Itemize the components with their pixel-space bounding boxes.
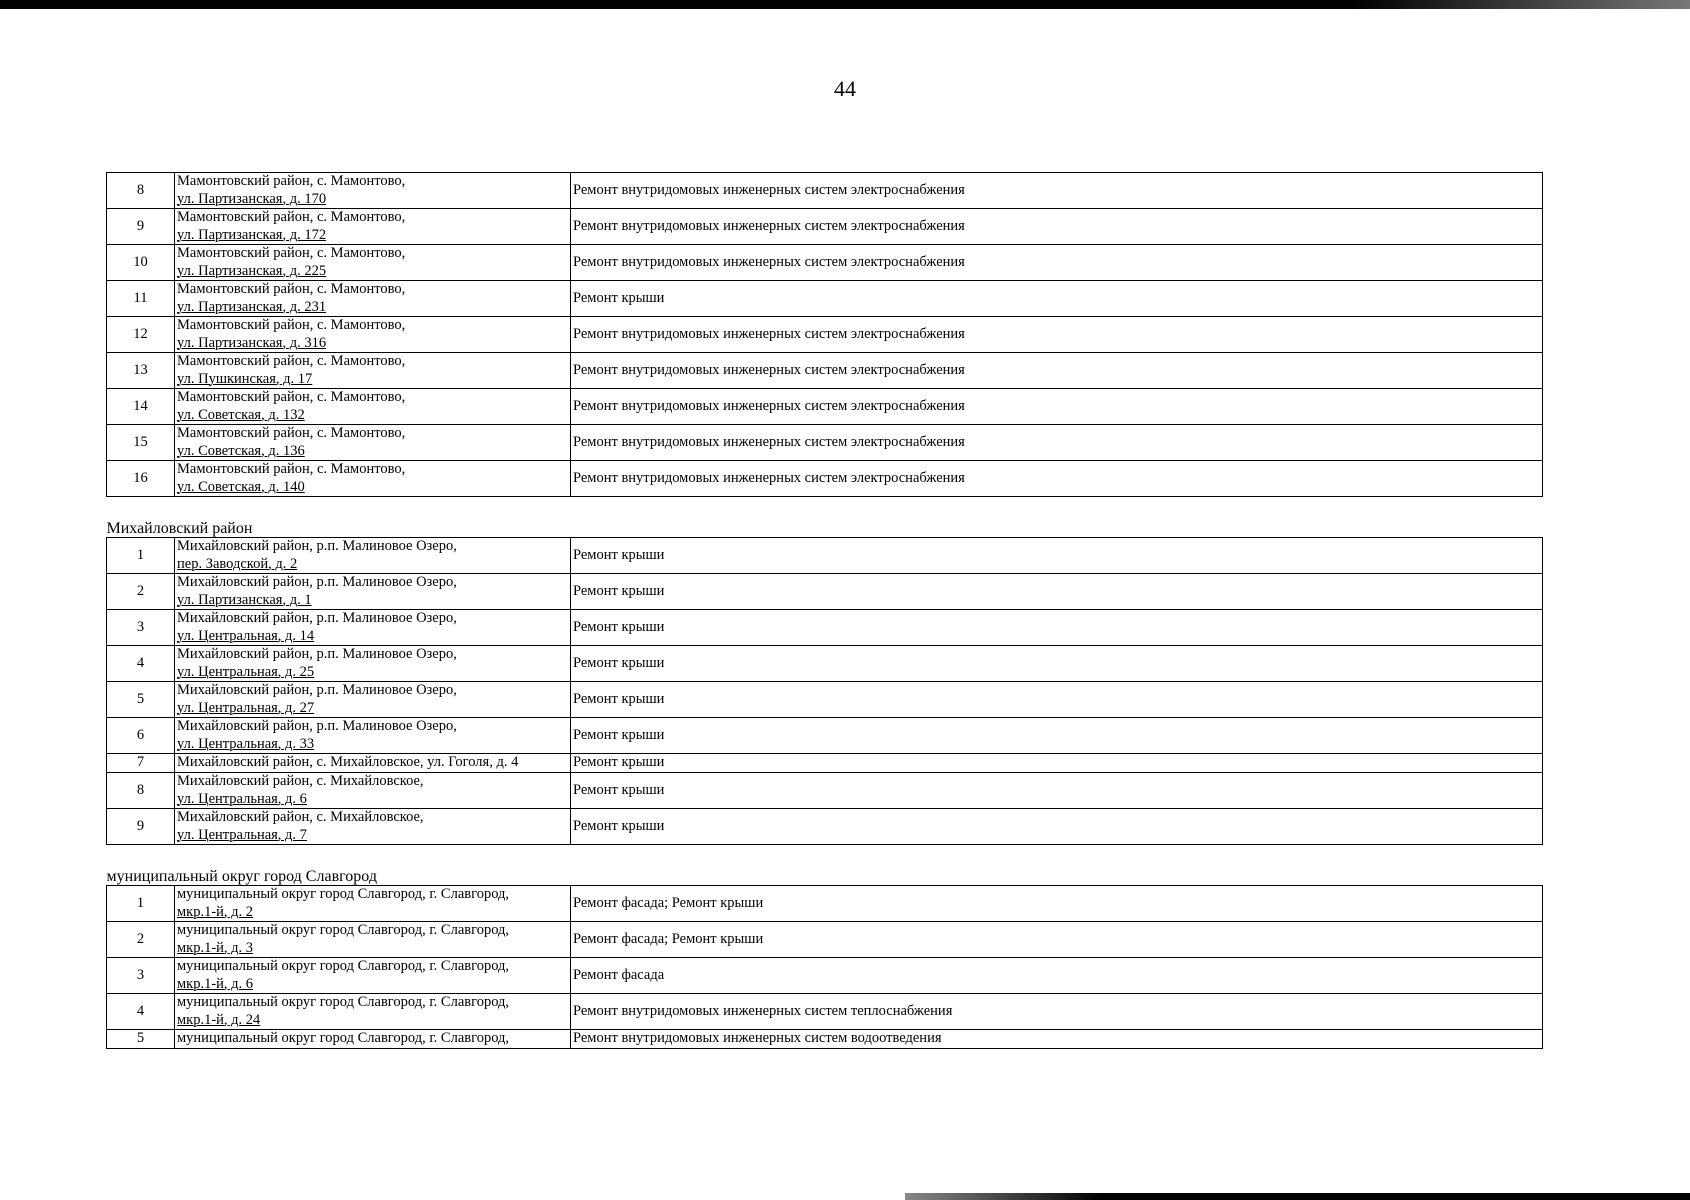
- address-cell: [175, 353, 571, 389]
- row-number: 15: [107, 425, 175, 461]
- repair-work-cell: Ремонт крыши: [571, 646, 1543, 682]
- address-line-1: Мамонтовский район, с. Мамонтово,: [177, 353, 406, 369]
- address-line-1: Мамонтовский район, с. Мамонтово,: [177, 245, 406, 261]
- repair-work-cell: Ремонт крыши: [571, 682, 1543, 718]
- table-row: [107, 281, 1543, 317]
- address-line-1: Мамонтовский район, с. Мамонтово,: [177, 425, 406, 441]
- address-line-2: ул. Советская, д. 140: [177, 478, 305, 495]
- table-row: [107, 994, 1543, 1030]
- table-row: [107, 574, 1543, 610]
- row-number: 3: [107, 958, 175, 994]
- address-cell: [175, 317, 571, 353]
- repair-work-cell: Ремонт внутридомовых инженерных систем электроснабжения: [571, 173, 1543, 209]
- address-cell: [175, 245, 571, 281]
- address-cell: [175, 809, 571, 845]
- row-number: 1: [107, 886, 175, 922]
- address-line-2: мкр.1-й, д. 6: [177, 975, 254, 992]
- address-line-2: мкр.1-й, д. 24: [177, 1011, 261, 1028]
- repair-work-cell: Ремонт крыши: [571, 809, 1543, 845]
- row-number: 7: [107, 754, 175, 773]
- address-line-1: Михайловский район, с. Михайловское,: [177, 773, 424, 789]
- table-row: [107, 538, 1543, 574]
- address-line-1: Михайловский район, р.п. Малиновое Озеро,: [177, 718, 457, 734]
- address-line-1: Мамонтовский район, с. Мамонтово,: [177, 281, 406, 297]
- section-title: муниципальный округ город Славгород: [107, 845, 1543, 886]
- row-number: 6: [107, 718, 175, 754]
- repair-work-cell: Ремонт внутридомовых инженерных систем электроснабжения: [571, 209, 1543, 245]
- address-line-1: муниципальный округ город Славгород, г. Славгород,: [177, 958, 510, 974]
- address-cell: [175, 958, 571, 994]
- address-line-1: Мамонтовский район, с. Мамонтово,: [177, 209, 406, 225]
- address-line-1: Михайловский район, р.п. Малиновое Озеро,: [177, 682, 457, 698]
- table-row: [107, 809, 1543, 845]
- table-row: [107, 958, 1543, 994]
- table-row: [107, 317, 1543, 353]
- address-cell: [175, 538, 571, 574]
- row-number: 12: [107, 317, 175, 353]
- address-line-2: ул. Партизанская, д. 225: [177, 262, 327, 279]
- repair-work-cell: Ремонт внутридомовых инженерных систем электроснабжения: [571, 461, 1543, 497]
- repair-work-cell: Ремонт фасада; Ремонт крыши: [571, 886, 1543, 922]
- address-line-1: муниципальный округ город Славгород, г. Славгород,: [177, 922, 510, 938]
- row-number: 1: [107, 538, 175, 574]
- repair-work-cell: Ремонт фасада; Ремонт крыши: [571, 922, 1543, 958]
- repair-work-cell: Ремонт внутридомовых инженерных систем электроснабжения: [571, 425, 1543, 461]
- address-line-1: Мамонтовский район, с. Мамонтово,: [177, 389, 406, 405]
- table-row: [107, 682, 1543, 718]
- address-line-2: ул. Центральная, д. 27: [177, 699, 315, 716]
- repair-work-cell: Ремонт крыши: [571, 574, 1543, 610]
- repair-work-cell: Ремонт крыши: [571, 754, 1543, 773]
- table-row: [107, 773, 1543, 809]
- address-line-1: муниципальный округ город Славгород, г. Славгород,: [177, 1030, 510, 1047]
- address-line-2: ул. Центральная, д. 33: [177, 735, 315, 752]
- row-number: 10: [107, 245, 175, 281]
- address-line-2: ул. Партизанская, д. 316: [177, 334, 327, 351]
- address-cell: [175, 281, 571, 317]
- table-row: [107, 718, 1543, 754]
- row-number: 11: [107, 281, 175, 317]
- address-line-1: Михайловский район, с. Михайловское, ул. Гоголя, д. 4: [177, 754, 519, 771]
- address-line-1: Мамонтовский район, с. Мамонтово,: [177, 173, 406, 189]
- address-line-2: ул. Партизанская, д. 172: [177, 226, 327, 243]
- address-line-1: Михайловский район, р.п. Малиновое Озеро,: [177, 538, 457, 554]
- row-number: 2: [107, 574, 175, 610]
- address-line-2: ул. Пушкинская, д. 17: [177, 370, 313, 387]
- table-row: [107, 389, 1543, 425]
- address-line-1: Михайловский район, с. Михайловское,: [177, 809, 424, 825]
- repair-list-table: [106, 172, 1543, 1049]
- section-header-row: [107, 845, 1543, 886]
- scan-top-edge: [0, 0, 1690, 9]
- address-line-2: ул. Партизанская, д. 170: [177, 190, 327, 207]
- address-cell: [175, 682, 571, 718]
- table-row: [107, 610, 1543, 646]
- address-line-2: ул. Партизанская, д. 231: [177, 298, 327, 315]
- address-line-2: ул. Центральная, д. 7: [177, 826, 307, 843]
- address-line-2: ул. Центральная, д. 14: [177, 627, 315, 644]
- address-line-2: ул. Центральная, д. 6: [177, 790, 307, 807]
- repair-work-cell: Ремонт внутридомовых инженерных систем водоотведения: [571, 1030, 1543, 1049]
- address-cell: [175, 461, 571, 497]
- table-row: [107, 245, 1543, 281]
- address-line-2: ул. Советская, д. 132: [177, 406, 305, 423]
- address-line-2: ул. Советская, д. 136: [177, 442, 305, 459]
- address-line-1: Михайловский район, р.п. Малиновое Озеро,: [177, 610, 457, 626]
- table-row: [107, 173, 1543, 209]
- address-cell: [175, 389, 571, 425]
- repair-work-cell: Ремонт внутридомовых инженерных систем электроснабжения: [571, 317, 1543, 353]
- row-number: 4: [107, 994, 175, 1030]
- address-cell: [175, 773, 571, 809]
- table-row: [107, 353, 1543, 389]
- address-cell: [175, 425, 571, 461]
- address-line-1: Михайловский район, р.п. Малиновое Озеро,: [177, 574, 457, 590]
- address-line-1: Мамонтовский район, с. Мамонтово,: [177, 317, 406, 333]
- address-cell: [175, 718, 571, 754]
- address-line-2: ул. Центральная, д. 25: [177, 663, 315, 680]
- address-cell: [175, 209, 571, 245]
- repair-work-cell: Ремонт крыши: [571, 281, 1543, 317]
- address-line-1: Михайловский район, р.п. Малиновое Озеро,: [177, 646, 457, 662]
- address-line-2: ул. Партизанская, д. 1: [177, 591, 312, 608]
- row-number: 2: [107, 922, 175, 958]
- row-number: 13: [107, 353, 175, 389]
- page-number: 44: [834, 76, 856, 101]
- address-cell: [175, 886, 571, 922]
- row-number: 16: [107, 461, 175, 497]
- repair-work-cell: Ремонт внутридомовых инженерных систем теплоснабжения: [571, 994, 1543, 1030]
- table-row: [107, 1030, 1543, 1049]
- section-title: Михайловский район: [107, 497, 1543, 538]
- table-row: [107, 425, 1543, 461]
- row-number: 3: [107, 610, 175, 646]
- table-body: [107, 173, 1543, 1049]
- table-row: [107, 922, 1543, 958]
- address-line-2: мкр.1-й, д. 2: [177, 903, 254, 920]
- row-number: 14: [107, 389, 175, 425]
- table-row: [107, 754, 1543, 773]
- address-cell: [175, 754, 571, 773]
- repair-work-cell: Ремонт крыши: [571, 773, 1543, 809]
- address-cell: [175, 922, 571, 958]
- address-line-1: Мамонтовский район, с. Мамонтово,: [177, 461, 406, 477]
- table-row: [107, 461, 1543, 497]
- table-row: [107, 209, 1543, 245]
- address-line-2: пер. Заводской, д. 2: [177, 555, 298, 572]
- address-cell: [175, 173, 571, 209]
- row-number: 5: [107, 682, 175, 718]
- repair-work-cell: Ремонт крыши: [571, 610, 1543, 646]
- row-number: 8: [107, 773, 175, 809]
- scan-bottom-edge: [905, 1193, 1690, 1200]
- repair-work-cell: Ремонт крыши: [571, 538, 1543, 574]
- repair-work-cell: Ремонт внутридомовых инженерных систем электроснабжения: [571, 353, 1543, 389]
- repair-work-cell: Ремонт крыши: [571, 718, 1543, 754]
- address-cell: [175, 574, 571, 610]
- row-number: 9: [107, 809, 175, 845]
- repair-work-cell: Ремонт внутридомовых инженерных систем электроснабжения: [571, 389, 1543, 425]
- address-cell: [175, 994, 571, 1030]
- table-row: [107, 886, 1543, 922]
- row-number: 9: [107, 209, 175, 245]
- row-number: 8: [107, 173, 175, 209]
- address-line-2: мкр.1-й, д. 3: [177, 939, 254, 956]
- row-number: 4: [107, 646, 175, 682]
- address-cell: [175, 1030, 571, 1049]
- address-line-1: муниципальный округ город Славгород, г. Славгород,: [177, 994, 510, 1010]
- address-cell: [175, 646, 571, 682]
- row-number: 5: [107, 1030, 175, 1049]
- address-cell: [175, 610, 571, 646]
- repair-work-cell: Ремонт фасада: [571, 958, 1543, 994]
- repair-work-cell: Ремонт внутридомовых инженерных систем электроснабжения: [571, 245, 1543, 281]
- section-header-row: [107, 497, 1543, 538]
- table-row: [107, 646, 1543, 682]
- address-line-1: муниципальный округ город Славгород, г. Славгород,: [177, 886, 510, 902]
